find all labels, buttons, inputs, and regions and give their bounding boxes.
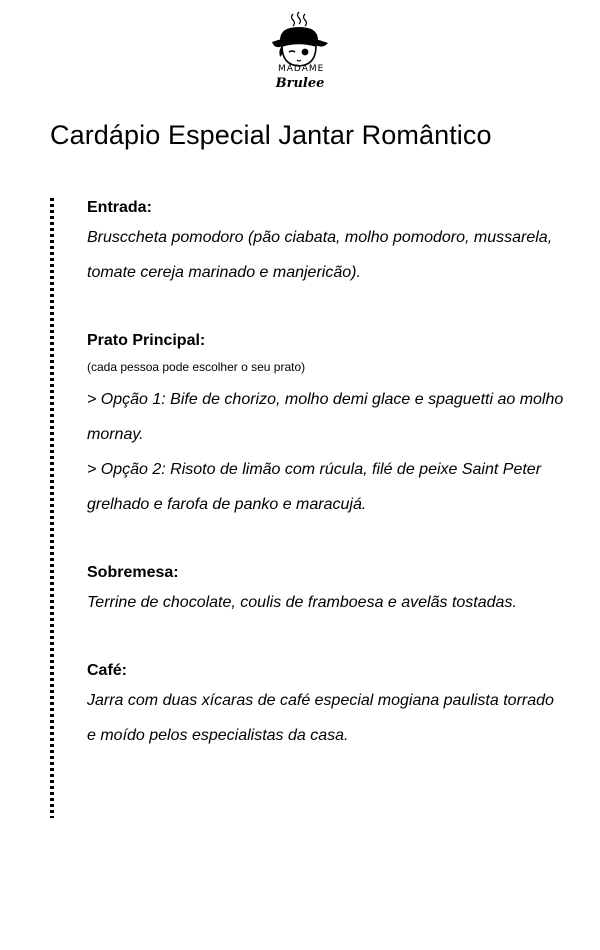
logo-text-brulee: Brulee [275,76,325,91]
dish-option-1: > Opção 1: Bife de chorizo, molho demi glace e spaguetti ao molho mornay. [87,391,564,443]
menu-section-prato-principal [87,328,565,522]
dish-option-2: > Opção 2: Risoto de limão com rúcula, filé de peixe Saint Peter grelhado e farofa de panko e maracujá. [87,461,542,513]
menu-section-entrada [87,195,565,290]
section-heading: Sobremesa: [87,564,179,581]
page-title: Cardápio Especial Jantar Romântico [50,120,492,150]
menu-list [87,195,565,791]
menu-section-cafe [87,658,565,753]
brand-logo [258,10,342,102]
logo-text-madame: MADAME [278,64,325,74]
section-heading: Entrada: [87,199,152,216]
section-note: (cada pessoa pode escolher o seu prato) [87,360,306,374]
section-heading: Prato Principal: [87,332,206,349]
dish-description: Jarra com duas xícaras de café especial mogiana paulista torrado e moído pelos especialistas da casa. [87,692,554,744]
dish-description: Terrine de chocolate, coulis de framboesa e avelãs tostadas. [87,594,517,611]
dish-description: Brusccheta pomodoro (pão ciabata, molho pomodoro, mussarela, tomate cereja marinado e manjericão). [87,229,553,281]
dotted-divider [50,198,54,818]
menu-section-sobremesa [87,560,565,620]
section-heading: Café: [87,662,128,679]
